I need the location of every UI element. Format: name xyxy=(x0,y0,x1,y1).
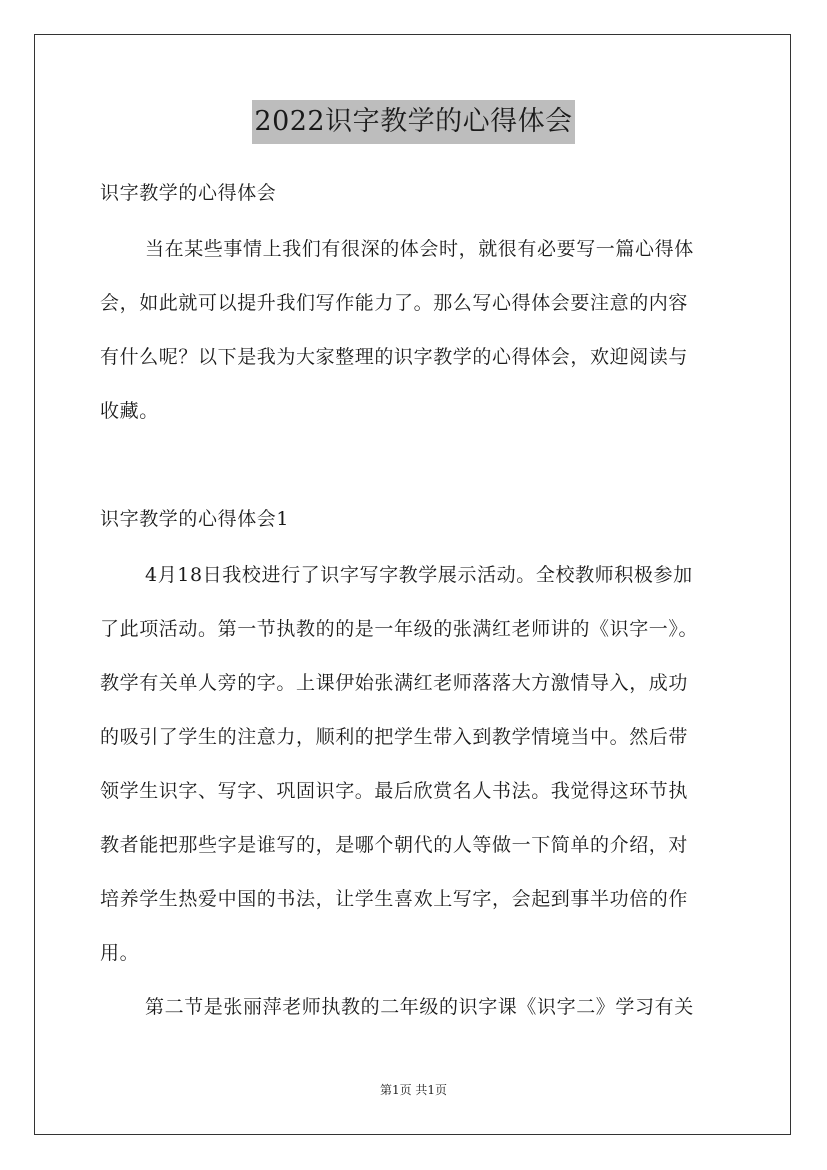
body-line-7: 培养学生热爱中国的书法，让学生喜欢上写字，会起到事半功倍的作 xyxy=(100,888,689,910)
body-line-1: 4月18日我校进行了识字写字教学展示活动。全校教师积极参加 xyxy=(145,564,693,586)
page-footer: 第1页 共1页 xyxy=(379,1083,448,1097)
body-line-4: 的吸引了学生的注意力，顺利的把学生带入到教学情境当中。然后带 xyxy=(100,726,689,748)
main-heading: 识字教学的心得体会 xyxy=(100,182,277,204)
intro-line-1: 当在某些事情上我们有很深的体会时，就很有必要写一篇心得体 xyxy=(145,238,694,260)
section-heading: 识字教学的心得体会1 xyxy=(100,508,290,530)
intro-line-4: 收藏。 xyxy=(100,400,159,422)
body-line-3: 教学有关单人旁的字。上课伊始张满红老师落落大方激情导入，成功 xyxy=(100,672,689,694)
body-line-9: 第二节是张丽萍老师执教的二年级的识字课《识字二》学习有关 xyxy=(145,996,694,1018)
document-title: 2022识字教学的心得体会 xyxy=(252,100,574,144)
title-container xyxy=(0,100,827,144)
body-line-2: 了此项活动。第一节执教的的是一年级的张满红老师讲的《识字一》。 xyxy=(100,618,699,640)
body-line-8: 用。 xyxy=(100,942,140,964)
body-line-5: 领学生识字、写字、巩固识字。最后欣赏名人书法。我觉得这环节执 xyxy=(100,780,689,802)
body-line-6: 教者能把那些字是谁写的，是哪个朝代的人等做一下简单的介绍，对 xyxy=(100,834,689,856)
intro-line-2: 会，如此就可以提升我们写作能力了。那么写心得体会要注意的内容 xyxy=(100,292,689,314)
intro-line-3: 有什么呢？以下是我为大家整理的识字教学的心得体会，欢迎阅读与 xyxy=(100,346,689,368)
